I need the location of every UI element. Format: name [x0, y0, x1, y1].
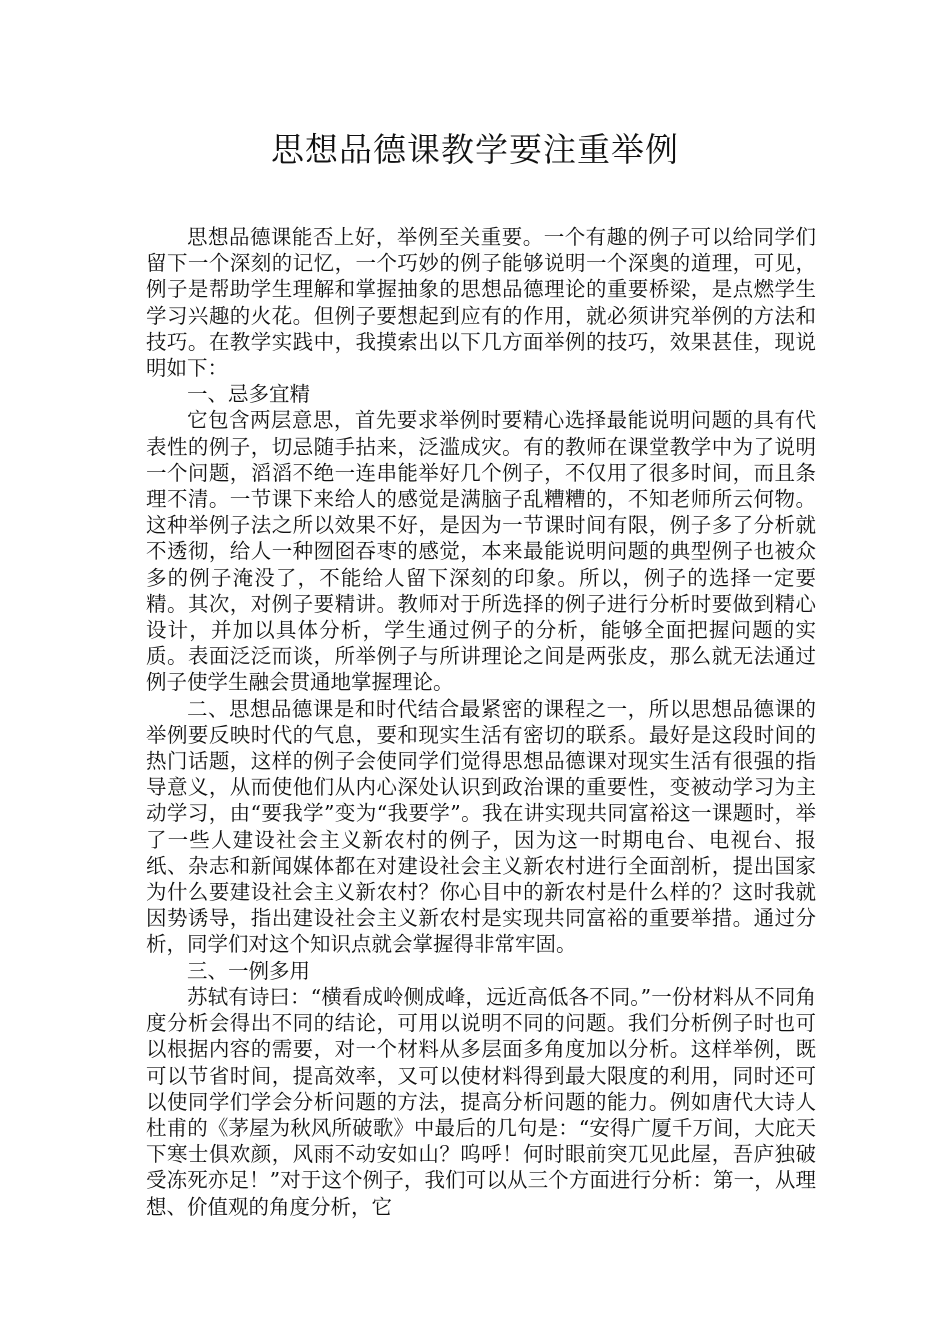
section-heading-3: 三、一例多用: [187, 958, 310, 983]
document-body: [146, 224, 816, 1220]
document-title: 思想品德课教学要注重举例: [271, 130, 679, 169]
section-1-paragraph: 它包含两层意思，首先要求举例时要精心选择最能说明问题的具有代表性的例子，切忌随手拈来，泛滥成灾。有的教师在课堂教学中为了说明一个问题，滔滔不绝一连串能举好几个例子，不仅用了很多时间，而且条理不清。一节课下来给人的感觉是满脑子乱糟糟的，不知老师所云何物。这种举例子法之所以效果不好，是因为一节课时间有限，例子多了分析就不透彻，给人一种囫囵吞枣的感觉，本来最能说明问题的典型例子也被众多的例子淹没了，不能给人留下深刻的印象。所以，例子的选择一定要精。其次，对例子要精讲。教师对于所选择的例子进行分析时要做到精心设计，并加以具体分析，学生通过例子的分析，能够全面把握问题的实质。表面泛泛而谈，所举例子与所讲理论之间是两张皮，那么就无法通过例子使学生融会贯通地掌握理论。: [146, 408, 816, 695]
section-3-paragraph: 苏轼有诗曰：“横看成岭侧成峰，远近高低各不同。”一份材料从不同角度分析会得出不同的结论，可用以说明不同的问题。我们分析例子时也可以根据内容的需要，对一个材料从多层面多角度加以分析。这样举例，既可以节省时间，提高效率，又可以使材料得到最大限度的利用，同时还可以使同学们学会分析问题的方法，提高分析问题的能力。例如唐代大诗人杜甫的《茅屋为秋风所破歌》中最后的几句是：“安得广厦千万间，大庇天下寒士俱欢颜，风雨不动安如山？呜呼！何时眼前突兀见此屋，吾庐独破受冻死亦足！”对于这个例子，我们可以从三个方面进行分析：第一，从理想、价值观的角度分析，它: [146, 984, 816, 1219]
section-heading-1: 一、忌多宜精: [187, 382, 310, 407]
intro-paragraph: 思想品德课能否上好，举例至关重要。一个有趣的例子可以给同学们留下一个深刻的记忆，一个巧妙的例子能够说明一个深奥的道理，可见，例子是帮助学生理解和掌握抽象的思想品德理论的重要桥梁，是点燃学生学习兴趣的火花。但例子要想起到应有的作用，就必须讲究举例的方法和技巧。在教学实践中，我摸索出以下几方面举例的技巧，效果甚佳，现说明如下：: [146, 225, 816, 381]
section-2-paragraph: 二、思想品德课是和时代结合最紧密的课程之一，所以思想品德课的举例要反映时代的气息，要和现实生活有密切的联系。最好是这段时间的热门话题，这样的例子会使同学们觉得思想品德课对现实生活有很强的指导意义，从而使他们从内心深处认识到政治课的重要性，变被动学习为主动学习，由“要我学”变为“我要学”。我在讲实现共同富裕这一课题时，举了一些人建设社会主义新农村的例子，因为这一时期电台、电视台、报纸、杂志和新闻媒体都在对建设社会主义新农村进行全面剖析，提出国家为什么要建设社会主义新农村？你心目中的新农村是什么样的？这时我就因势诱导，指出建设社会主义新农村是实现共同富裕的重要举措。通过分析，同学们对这个知识点就会掌握得非常牢固。: [146, 696, 816, 957]
